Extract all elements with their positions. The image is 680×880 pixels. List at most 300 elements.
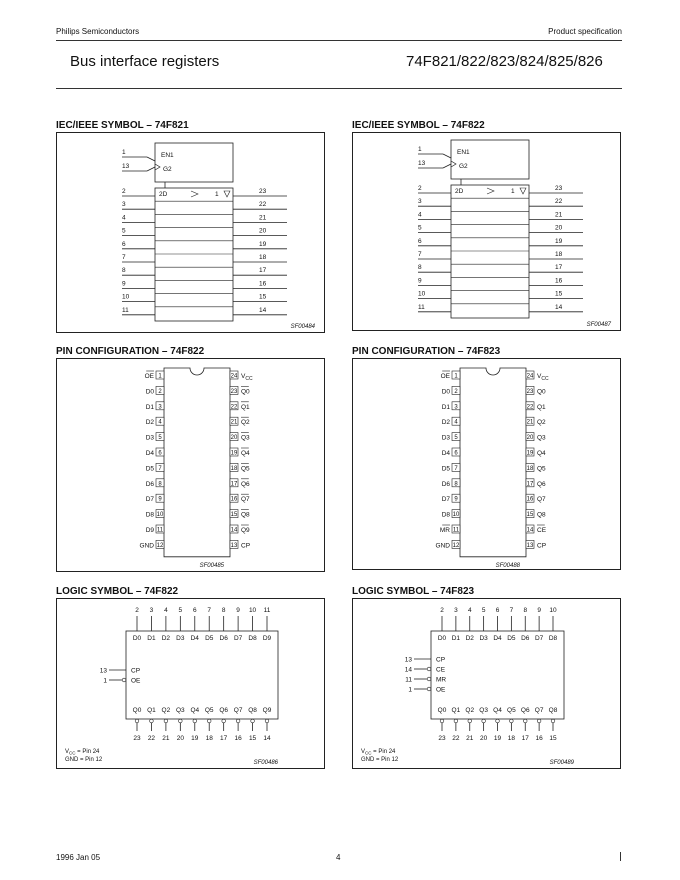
pin-label-right: CP	[241, 542, 251, 550]
output-pin-number: 19	[493, 735, 502, 742]
control-label-en: EN1	[457, 149, 470, 156]
output-pin-number: 21	[162, 735, 170, 742]
pin-number-left: 11	[156, 527, 164, 534]
ic-package	[164, 368, 230, 557]
pin-number-left: 5	[454, 435, 458, 442]
page-number: 4	[336, 853, 341, 862]
pin-number-left: 11	[452, 527, 460, 534]
pin-label-left: D3	[145, 434, 154, 442]
output-label: Q4	[493, 707, 502, 714]
pin-number-left: 4	[158, 419, 162, 426]
pin-number-left: 10	[452, 512, 460, 519]
control-bubble	[122, 678, 126, 682]
pin-number-right: 13	[526, 542, 534, 549]
input-pin-number: 5	[122, 227, 126, 235]
output-pin-number: 21	[555, 211, 563, 219]
output-pin-number: 16	[234, 735, 242, 742]
logic-823-figure	[352, 598, 621, 769]
data-label: D7	[233, 635, 243, 642]
data-block	[155, 188, 233, 321]
output-pin-number: 21	[466, 735, 474, 742]
pin-number-right: 23	[230, 388, 238, 395]
figure-code: SF00485	[199, 562, 224, 569]
pin-number-right: 22	[230, 404, 238, 411]
output-label: Q4	[190, 707, 200, 714]
input-pin-number: 6	[418, 237, 422, 245]
figure-code: SF00488	[495, 562, 520, 569]
output-label: Q2	[161, 707, 171, 714]
output-bubble	[164, 719, 168, 723]
output-label: Q0	[437, 707, 447, 714]
pin-number-right: 14	[526, 527, 534, 534]
output-label: Q5	[204, 707, 214, 714]
pin-label-right: Q1	[537, 403, 546, 411]
pin-number-right: 15	[230, 512, 238, 519]
pin-number-left: 1	[454, 373, 458, 380]
pin-label-right: Q1	[241, 403, 250, 411]
control-pin-number: 1	[408, 686, 412, 694]
pin-number-left: 7	[454, 465, 458, 472]
block-label-one: 1	[215, 191, 219, 198]
input-pin-number: 3	[418, 198, 422, 206]
data-pin-number: 11	[263, 607, 271, 614]
control-input-wire	[147, 167, 155, 171]
control-pin-number: 1	[122, 149, 126, 156]
iec-821-figure	[56, 132, 325, 333]
pin-label-left: D6	[441, 480, 450, 488]
input-pin-number: 9	[122, 280, 126, 288]
control-bubble	[427, 687, 431, 691]
output-label: Q1	[451, 707, 461, 714]
data-pin-number: 10	[248, 607, 257, 614]
pin-label-right: $V_{CC}$	[241, 373, 253, 382]
figure-code: SF00484	[290, 324, 315, 330]
control-input-wire	[443, 154, 451, 158]
pin-label-right: Q5	[537, 465, 546, 473]
input-pin-number: 9	[418, 277, 422, 285]
pin-number-left: 9	[158, 496, 162, 503]
data-label: D2	[161, 635, 171, 642]
output-bubble	[222, 719, 226, 723]
data-pin-number: 9	[236, 607, 240, 614]
control-input-wire	[443, 164, 451, 168]
control-pin-number: 1	[103, 677, 107, 685]
pin-label-left: D7	[145, 496, 154, 504]
output-label: Q8	[548, 707, 558, 714]
pin-number-right: 17	[230, 481, 238, 488]
data-pin-number: 5	[481, 607, 486, 614]
output-pin-number: 17	[555, 264, 563, 272]
output-pin-number: 23	[133, 735, 141, 742]
pin-label-right: Q2	[241, 419, 250, 427]
section-title-logic-823: LOGIC SYMBOL – 74F823	[352, 586, 475, 597]
data-label: D2	[465, 635, 474, 642]
control-label: MR	[436, 676, 447, 684]
pin-label-left: GND	[435, 542, 450, 550]
pin-label-right: Q4	[241, 450, 250, 457]
pin-number-right: 18	[230, 465, 238, 472]
output-pin-number: 23	[259, 188, 267, 195]
output-bubble	[468, 719, 472, 723]
pin-label-right: Q6	[241, 480, 250, 488]
control-pin-number: 11	[405, 676, 412, 684]
data-pin-number: 4	[467, 607, 472, 614]
input-pin-number: 3	[122, 201, 126, 209]
logic-822-figure	[56, 598, 325, 769]
pin-label-right: Q4	[537, 450, 546, 457]
control-block	[451, 140, 529, 179]
control-label: CP	[131, 667, 141, 675]
input-pin-number: 2	[418, 185, 422, 192]
pin-label-left: D9	[145, 527, 154, 534]
pin-number-left: 12	[452, 542, 460, 549]
pin-label-right: Q3	[241, 434, 250, 442]
iec-822-diagram	[353, 133, 620, 330]
logic-822-diagram	[57, 599, 324, 768]
pin-label-left: D4	[145, 450, 154, 457]
pin-label-right: Q6	[537, 480, 546, 488]
pin-number-left: 3	[454, 404, 458, 411]
output-pin-number: 14	[259, 306, 267, 314]
data-label: D4	[493, 635, 502, 642]
pin-number-left: 9	[454, 496, 458, 503]
pin-label-right: $V_{CC}$	[537, 373, 549, 382]
section-title-iec-821: IEC/IEEE SYMBOL – 74F821	[56, 120, 189, 131]
pin-number-left: 2	[158, 388, 162, 395]
company-name: Philips Semiconductors	[56, 27, 140, 36]
pin-822-figure	[56, 358, 325, 572]
section-title-pin-822: PIN CONFIGURATION – 74F822	[56, 346, 205, 357]
data-pin-number: 2	[440, 607, 444, 614]
input-pin-number: 4	[122, 214, 126, 222]
pin-label-left: D5	[145, 465, 154, 473]
output-bubble	[179, 719, 183, 723]
pin-label-right: Q7	[241, 496, 250, 504]
control-label-g: G2	[163, 166, 172, 173]
input-pin-number: 11	[418, 303, 425, 311]
iec-822-figure	[352, 132, 621, 331]
pin-number-right: 20	[230, 435, 238, 442]
output-pin-number: 18	[507, 735, 515, 742]
output-pin-number: 20	[555, 224, 563, 232]
pin-number-left: 6	[454, 450, 458, 457]
pin-label-left: D6	[145, 480, 154, 488]
output-pin-number: 18	[555, 251, 563, 258]
data-pin-number: 8	[221, 607, 226, 614]
data-label: D1	[147, 635, 156, 642]
output-bubble	[523, 719, 527, 723]
pin-label-left: D8	[441, 511, 450, 519]
data-label: D4	[190, 635, 199, 642]
pin-label-left: D2	[145, 419, 154, 427]
pin-number-right: 19	[526, 450, 534, 457]
pin-label-left: D5	[441, 465, 450, 473]
data-pin-number: 6	[495, 607, 500, 614]
output-bubble	[496, 719, 500, 723]
data-pin-number: 7	[509, 607, 514, 614]
data-pin-number: 4	[164, 607, 168, 614]
output-label: Q6	[520, 707, 530, 714]
pin-number-left: 2	[454, 388, 458, 395]
output-pin-number: 15	[259, 293, 267, 301]
output-pin-number: 19	[555, 237, 563, 245]
output-pin-number: 22	[555, 198, 563, 206]
control-pin-number: 13	[404, 656, 412, 664]
logic-block	[431, 631, 564, 719]
output-pin-number: 22	[259, 201, 267, 209]
output-pin-number: 20	[480, 735, 488, 742]
pin-number-left: 4	[454, 419, 458, 426]
data-pin-number: 5	[178, 607, 183, 614]
pin-822-diagram	[57, 359, 324, 571]
input-pin-number: 7	[122, 254, 126, 261]
output-pin-number: 22	[147, 735, 156, 742]
pin-number-left: 7	[158, 465, 162, 472]
data-label: D3	[479, 635, 488, 642]
output-bubble	[265, 719, 269, 723]
pin-number-left: 3	[158, 404, 162, 411]
pin-number-right: 24	[526, 373, 534, 380]
output-bubble	[537, 719, 541, 723]
output-pin-number: 15	[555, 290, 563, 298]
input-pin-number: 8	[122, 267, 126, 275]
pin-label-right: Q9	[241, 527, 250, 534]
pin-label-left: D4	[441, 450, 450, 457]
output-label: Q3	[175, 707, 185, 714]
output-label: Q7	[233, 707, 243, 714]
output-pin-number: 18	[205, 735, 213, 742]
note-vcc: $V_{CC}$ = Pin 24	[361, 749, 396, 756]
data-pin-number: 6	[192, 607, 197, 614]
input-pin-number: 2	[122, 188, 126, 195]
pin-number-left: 12	[156, 542, 164, 549]
data-pin-number: 2	[135, 607, 139, 614]
pin-label-left: GND	[139, 542, 154, 550]
pin-label-left: D1	[441, 403, 450, 411]
output-pin-number: 23	[438, 735, 446, 742]
pin-label-right: Q0	[537, 388, 546, 396]
pin-label-left: D2	[441, 419, 450, 427]
output-pin-number: 17	[259, 267, 267, 275]
output-pin-number: 20	[259, 227, 267, 235]
output-bubble	[135, 719, 139, 723]
data-label: D8	[548, 635, 558, 642]
output-label: Q0	[132, 707, 142, 714]
output-bubble	[482, 719, 486, 723]
part-numbers: 74F821/822/823/824/825/826	[406, 53, 603, 70]
output-bubble	[551, 719, 555, 723]
data-label: D5	[507, 635, 516, 642]
section-title-iec-822: IEC/IEEE SYMBOL – 74F822	[352, 120, 485, 131]
output-pin-number: 19	[191, 735, 199, 742]
block-label-d: 2D	[159, 191, 168, 198]
pin-label-right: Q8	[537, 511, 546, 519]
pin-label-left: D8	[145, 511, 154, 519]
pin-number-right: 20	[526, 435, 534, 442]
input-pin-number: 6	[122, 240, 126, 248]
output-bubble	[440, 719, 444, 723]
figure-code: SF00489	[549, 760, 574, 766]
control-input-wire	[147, 157, 155, 161]
pin-label-right: Q3	[537, 434, 546, 442]
pin-number-right: 17	[526, 481, 534, 488]
pin-number-right: 23	[526, 388, 534, 395]
output-pin-number: 21	[259, 214, 267, 222]
control-pin-number: 1	[418, 146, 422, 153]
pin-823-figure	[352, 358, 621, 570]
data-pin-number: 7	[207, 607, 212, 614]
output-pin-number: 15	[248, 735, 257, 742]
note-vcc: $V_{CC}$ = Pin 24	[65, 749, 100, 756]
input-pin-number: 7	[418, 251, 422, 258]
section-title-pin-823: PIN CONFIGURATION – 74F823	[352, 346, 501, 357]
pin-label-right: CE	[537, 527, 547, 534]
pin-number-right: 21	[230, 419, 238, 426]
control-label: OE	[436, 686, 446, 694]
pin-number-left: 1	[158, 373, 162, 380]
pin-label-left: D7	[441, 496, 450, 504]
output-bubble	[207, 719, 211, 723]
output-pin-number: 17	[521, 735, 529, 742]
output-pin-number: 14	[263, 735, 271, 742]
section-title-logic-822: LOGIC SYMBOL – 74F822	[56, 586, 179, 597]
footer-date: 1996 Jan 05	[56, 853, 101, 862]
input-pin-number: 11	[122, 306, 129, 314]
logic-823-diagram	[353, 599, 620, 768]
pin-label-left: D0	[441, 388, 450, 396]
crop-mark	[620, 852, 621, 861]
data-label: D9	[262, 635, 272, 642]
control-pin-number: 14	[404, 666, 412, 674]
data-label: D8	[248, 635, 257, 642]
data-label: D0	[437, 635, 447, 642]
pin-number-right: 16	[230, 496, 238, 503]
control-bubble	[427, 677, 431, 681]
output-pin-number: 16	[259, 280, 267, 288]
pin-number-right: 21	[526, 419, 534, 426]
pin-number-right: 24	[230, 373, 238, 380]
pin-number-right: 18	[526, 465, 534, 472]
pin-label-left: OE	[440, 373, 450, 380]
note-gnd: GND = Pin 12	[65, 757, 103, 763]
pin-number-right: 16	[526, 496, 534, 503]
data-label: D3	[176, 635, 185, 642]
logic-block	[126, 631, 278, 719]
data-pin-number: 10	[549, 607, 557, 614]
control-bubble	[427, 667, 431, 671]
block-label-d: 2D	[455, 188, 464, 195]
header-rule	[56, 40, 622, 41]
control-label: CE	[436, 666, 446, 674]
output-pin-number: 18	[259, 254, 267, 261]
output-label: Q5	[507, 707, 516, 714]
pin-label-left: OE	[144, 373, 154, 380]
output-pin-number: 22	[452, 735, 460, 742]
pin-label-right: CP	[537, 542, 547, 550]
input-pin-number: 10	[122, 293, 130, 301]
pin-number-left: 8	[454, 481, 458, 488]
control-pin-number: 13	[122, 163, 130, 170]
note-gnd: GND = Pin 12	[361, 757, 399, 763]
pin-label-left: D3	[441, 434, 450, 442]
output-pin-number: 19	[259, 240, 267, 248]
pin-label-right: Q7	[537, 496, 546, 504]
page-subtitle: Bus interface registers	[70, 53, 220, 70]
data-label: D0	[132, 635, 142, 642]
data-pin-number: 3	[454, 607, 458, 614]
title-rule	[56, 88, 622, 89]
pin-label-right: Q0	[241, 388, 250, 396]
output-bubble	[251, 719, 255, 723]
output-pin-number: 17	[220, 735, 228, 742]
output-label: Q8	[248, 707, 257, 714]
output-pin-number: 14	[555, 303, 563, 311]
output-bubble	[510, 719, 514, 723]
document-type: Product specification	[548, 27, 622, 36]
data-label: D5	[205, 635, 214, 642]
data-pin-number: 9	[537, 607, 541, 614]
output-pin-number: 23	[555, 185, 563, 192]
pin-label-left: D0	[145, 388, 154, 396]
control-label: OE	[131, 677, 141, 685]
input-pin-number: 4	[418, 211, 422, 219]
ic-package	[460, 368, 526, 557]
figure-code: SF00487	[586, 322, 611, 328]
pin-number-left: 5	[158, 435, 162, 442]
control-label-en: EN1	[161, 152, 174, 159]
pin-label-right: Q5	[241, 465, 250, 473]
data-block	[451, 185, 529, 318]
data-pin-number: 8	[523, 607, 528, 614]
pin-number-right: 13	[230, 542, 238, 549]
output-pin-number: 16	[535, 735, 543, 742]
output-pin-number: 15	[549, 735, 557, 742]
output-bubble	[454, 719, 458, 723]
control-label-g: G2	[459, 163, 468, 170]
output-label: Q9	[262, 707, 272, 714]
pin-number-left: 6	[158, 450, 162, 457]
output-label: Q1	[147, 707, 156, 714]
output-label: Q7	[534, 707, 544, 714]
data-label: D6	[521, 635, 530, 642]
block-label-one: 1	[511, 188, 515, 195]
control-block	[155, 143, 233, 182]
input-pin-number: 5	[418, 224, 422, 232]
output-bubble	[193, 719, 197, 723]
pin-number-left: 10	[156, 512, 164, 519]
pin-number-right: 15	[526, 512, 534, 519]
data-label: D6	[219, 635, 228, 642]
control-pin-number: 13	[99, 667, 107, 675]
control-pin-number: 13	[418, 160, 426, 167]
output-bubble	[236, 719, 240, 723]
output-pin-number: 16	[555, 277, 563, 285]
input-pin-number: 10	[418, 290, 426, 298]
output-bubble	[150, 719, 154, 723]
output-label: Q6	[219, 707, 229, 714]
pin-number-left: 8	[158, 481, 162, 488]
control-label: CP	[436, 656, 446, 664]
pin-number-right: 14	[230, 527, 238, 534]
pin-number-right: 22	[526, 404, 534, 411]
data-label: D1	[451, 635, 461, 642]
pin-label-right: Q2	[537, 419, 546, 427]
iec-821-diagram	[57, 133, 324, 332]
output-pin-number: 20	[176, 735, 184, 742]
pin-label-left: D1	[145, 403, 154, 411]
pin-823-diagram	[353, 359, 620, 569]
figure-code: SF00486	[253, 760, 278, 766]
